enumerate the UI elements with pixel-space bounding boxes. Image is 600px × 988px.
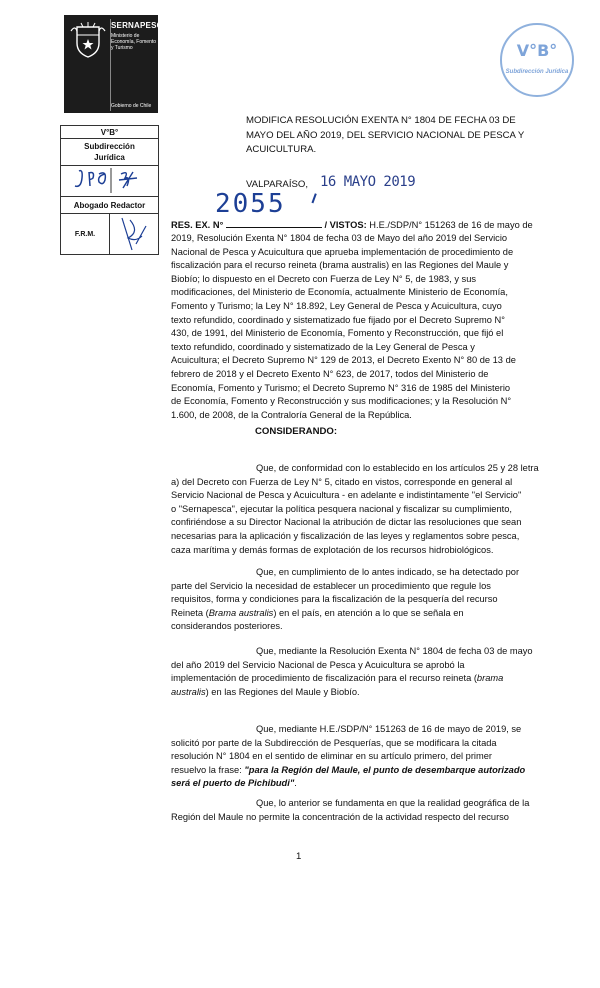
paragraph-line: requisitos, forma y condiciones para la fiscalización de la pesquería del recurso xyxy=(171,594,498,605)
handwritten-initials-signature xyxy=(61,166,158,194)
vistos-body xyxy=(171,232,569,422)
paragraph-line: del año 2019 del Servicio Nacional de Pesca y Acuicultura se aprobó la xyxy=(171,659,465,670)
vistos-line: Fomento y Turismo; la Ley N° 18.892, Ley General de Pesca y Acuicultura, cuyo xyxy=(171,300,502,311)
res-ex-blank xyxy=(226,218,322,228)
paragraph-line xyxy=(171,686,569,700)
paragraph-line: solicitó por parte de la Subdirección de Pesquerías, que se modificara la citada xyxy=(171,737,497,748)
text-run: implementación de procedimiento de fiscalización para el recurso reineta ( xyxy=(171,673,477,684)
res-ex-label: RES. EX. N° xyxy=(171,220,224,230)
text-run: ) en las Regiones del Maule y Biobío. xyxy=(205,686,360,697)
species-name: brama xyxy=(476,673,504,684)
vistos-line: texto refundido, coordinado y sistematizado fue fijado por el Decreto Supremo N° xyxy=(171,314,505,325)
vistos-line: Acuicultura; el Decreto Supremo N° 129 de 2013, el Decreto Exento N° 80 de 13 de xyxy=(171,355,516,366)
approval-table xyxy=(60,125,159,255)
logo-brand: SERNAPESCA xyxy=(111,21,169,30)
title-line-1: MODIFICA RESOLUCIÓN EXENTA N° 1804 DE FECHA 03 DE xyxy=(246,115,516,126)
vistos-line: Biobío; lo dispuesto en el Decreto con Fuerza de Ley N° 5, de 1983, y sus xyxy=(171,273,477,284)
document-title xyxy=(246,114,558,158)
considerando-heading: CONSIDERANDO: xyxy=(255,426,338,437)
text-run: . xyxy=(294,778,297,789)
paragraph-line: a) del Decreto con Fuerza de Ley N° 5, citado en vistos, corresponde en general al xyxy=(171,476,513,487)
table-unit xyxy=(61,139,159,166)
place-label: VALPARAÍSO, xyxy=(246,179,309,190)
paragraph-line xyxy=(171,607,569,621)
vistos-line: Nacional de Pesca y Acuicultura que aprueba implementación de procedimiento de xyxy=(171,246,514,257)
vistos-line: febrero de 2018 y el Decreto Exento N° 623, de 2017, todos del Ministerio de xyxy=(171,368,489,379)
page-number: 1 xyxy=(296,851,302,862)
considerando-paragraph-3 xyxy=(171,645,569,699)
vistos-line: texto refundido, coordinado y sistematizado de la Ley General de Pesca y xyxy=(171,341,475,352)
table-signatures xyxy=(61,166,159,197)
stamp-vb: V°B° xyxy=(516,41,558,60)
paragraph-line: Que, mediante H.E./SDP/N° 151263 de 16 de mayo de 2019, se xyxy=(256,724,522,734)
paragraph-line: Que, mediante la Resolución Exenta N° 1804 de fecha 03 de mayo xyxy=(256,646,533,656)
quoted-phrase: será el puerto de Pichibudi" xyxy=(171,778,295,789)
paragraph-line: Servicio Nacional de Pesca y Acuicultura - en adelante e indistintamente "el Servicio" xyxy=(171,490,522,501)
considerando-paragraph-1 xyxy=(171,462,569,557)
vistos-line: 430, de 1991, del Ministerio de Economía, Fomento y Reconstrucción, que fijó el xyxy=(171,328,504,339)
date-stamp: 16 MAYO 2019 xyxy=(320,174,416,190)
table-unit-line2: Jurídica xyxy=(94,153,125,162)
text-run: resuelvo la frase: xyxy=(171,764,245,775)
paragraph-line: resolución N° 1804 en el sentido de eliminar en su artículo primero, del primer xyxy=(171,751,493,762)
species-name: australis xyxy=(171,686,206,697)
handwritten-frm-signature xyxy=(110,214,158,254)
res-ex-line xyxy=(171,218,569,233)
vistos-first-line: H.E./SDP/N° 151263 de 16 de mayo de xyxy=(369,220,533,230)
vb-stamp xyxy=(500,23,574,97)
quoted-phrase: "para la Región del Maule, el punto de desembarque autorizado xyxy=(244,764,526,775)
table-redactor: Abogado Redactor xyxy=(61,197,159,214)
paragraph-line: confiriéndose a su Director Nacional la atribución de dictar las resoluciones que sean xyxy=(171,517,522,528)
logo-government: Gobierno de Chile xyxy=(111,103,152,109)
table-unit-line1: Subdirección xyxy=(84,142,135,151)
table-frm-label: F.R.M. xyxy=(61,214,110,254)
vistos-line: de Economía, Fomento y Reconstrucción y sus modificaciones; y la Resolución N° xyxy=(171,396,512,407)
paragraph-line: considerandos posteriores. xyxy=(171,621,283,632)
text-run: ) en el país, en atención a lo que se señala en xyxy=(273,607,464,618)
table-vb: V°B° xyxy=(61,126,159,139)
vistos-line: 1.600, de 2008, de la Contraloría General de la República. xyxy=(171,409,412,420)
paragraph-line xyxy=(171,764,569,778)
considerando-paragraph-2 xyxy=(171,566,569,634)
paragraph-line: o "Sernapesca", ejecutar la política pesquera nacional y fiscalizar su cumplimiento, xyxy=(171,503,512,514)
vistos-line: 2019, Resolución Exenta N° 1804 de fecha 03 de Mayo del año 2019 del Servicio xyxy=(171,233,508,243)
paragraph-line: necesarias para la aplicación y fiscalización de las leyes y reglamentos sobre pesca, xyxy=(171,530,520,541)
logo-ministry: Ministerio de Economía, Fomento y Turismo xyxy=(111,33,157,51)
vistos-line: modificaciones, del Ministerio de Economía, actualmente Ministerio de Economía, xyxy=(171,287,508,298)
table-frm-row xyxy=(61,214,159,255)
resolution-number: 2055 xyxy=(215,189,286,219)
considerando-paragraph-4 xyxy=(171,723,569,791)
title-line-2: MAYO DEL AÑO 2019, DEL SERVICIO NACIONAL DE PESCA Y xyxy=(246,129,525,141)
text-run: Reineta ( xyxy=(171,607,209,618)
vistos-label: / VISTOS: xyxy=(324,220,367,230)
paragraph-line: Región del Maule no permite la concentración de la actividad respecto del recurso xyxy=(171,811,509,822)
stamp-subdireccion: Subdirección Jurídica xyxy=(505,69,569,75)
vistos-line: Economía, Fomento y Turismo; el Decreto Supremo N° 316 de 1985 del Ministerio xyxy=(171,382,511,393)
species-name: Brama australis xyxy=(208,607,274,618)
paragraph-line xyxy=(171,777,569,791)
title-line-3: ACUICULTURA. xyxy=(246,144,317,155)
sernapesca-logo xyxy=(64,15,169,113)
paragraph-line: caza marítima y demás formas de explotación de los recursos hidrobiológicos. xyxy=(171,544,494,555)
paragraph-line xyxy=(171,672,569,686)
paragraph-line: Que, lo anterior se fundamenta en que la realidad geográfica de la xyxy=(256,798,530,808)
paragraph-line: parte del Servicio la necesidad de establecer un procedimiento que regule los xyxy=(171,580,491,591)
vistos-line: fiscalización para el recurso reineta (brama australis) en las Regiones del Maule y xyxy=(171,260,509,271)
chile-coat-of-arms-icon xyxy=(69,21,107,61)
resolution-number-suffix-mark xyxy=(311,193,320,204)
paragraph-line: Que, en cumplimiento de lo antes indicado, se ha detectado por xyxy=(256,567,520,577)
paragraph-line: Que, de conformidad con lo establecido en los artículos 25 y 28 letra xyxy=(256,463,539,473)
considerando-paragraph-5 xyxy=(171,797,569,824)
